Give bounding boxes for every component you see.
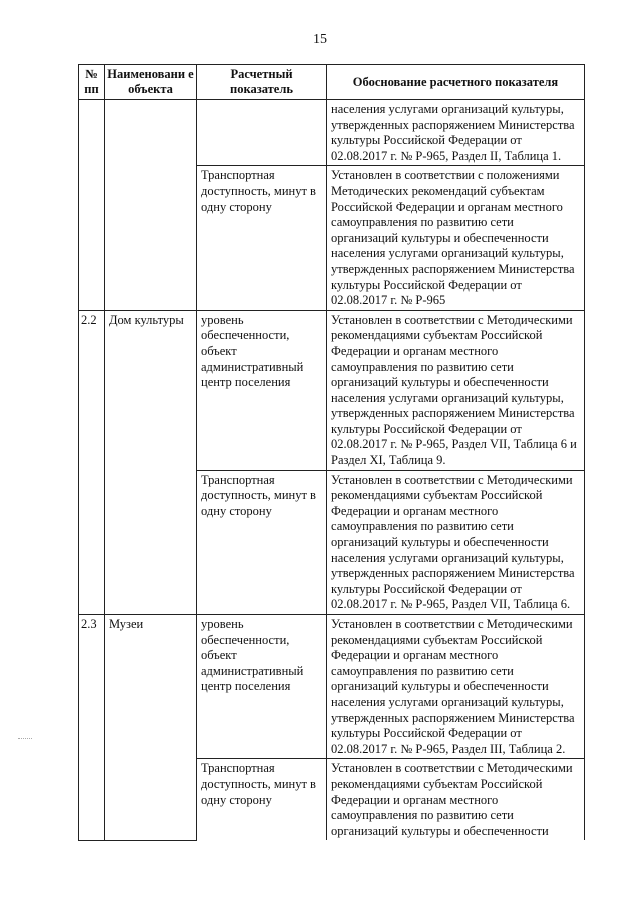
indicator-cell: Транспортная доступность, минут в одну сторону: [197, 166, 327, 310]
header-indicator: Расчетный показатель: [197, 65, 327, 100]
indicator-cell: Транспортная доступность, минут в одну сторону: [197, 759, 327, 840]
basis-text: Установлен в соответствии с Методическими рекомендациями субъектам Российской Федерации и органам местного самоуправления по развитию сети организаций культуры и обеспеченности: [331, 761, 573, 838]
row-number-cell: 2.2: [79, 310, 105, 614]
table-row: [79, 615, 585, 759]
basis-cell: [327, 166, 585, 310]
basis-text: населения услугами организаций культуры, утвержденных распоряжением Министерства культуры Российской Федерации от 02.08.2017 г. № Р-965, Раздел II, Таблица 1.: [331, 102, 575, 163]
row-number-cell: 2.3: [79, 615, 105, 841]
header-row: [79, 65, 585, 100]
indicator-cell: [197, 100, 327, 166]
row-number-cell: [79, 100, 105, 311]
basis-text: Установлен в соответствии с Методическими рекомендациями субъектам Российской Федерации и органам местного самоуправления по развитию сети организаций культуры и обеспеченности населения услугами организаций культуры, утвержденных распоряжением Министерства культуры Российской Федерации от 02.08.2017 г. № Р-965, Раздел VII, Таблица 6 и Раздел XI, Таблица 9.: [331, 312, 577, 468]
header-basis: Обоснование расчетного показателя: [327, 65, 585, 100]
basis-cell: [327, 470, 585, 614]
page-number: 15: [313, 32, 327, 47]
object-name-cell: [105, 100, 197, 311]
object-name-cell: Дом культуры: [105, 310, 197, 614]
basis-text: Установлен в соответствии с Методическими рекомендациями субъектам Российской Федерации и органам местного самоуправления по развитию сети организаций культуры и обеспеченности населения услугами организаций культуры, утвержденных распоряжением Министерства культуры Российской Федерации от 02.08.2017 г. № Р-965, Раздел III, Таблица 2.: [331, 617, 575, 756]
basis-cell: [327, 759, 585, 840]
scan-margin-mark: [18, 738, 32, 743]
indicator-cell: уровень обеспеченности, объект административный центр поселения: [197, 615, 327, 759]
basis-cell: [327, 310, 585, 470]
object-name-cell: Музеи: [105, 615, 197, 841]
header-number: № пп: [79, 65, 105, 100]
table-row: [79, 310, 585, 470]
header-object-name: Наименовани е объекта: [105, 65, 197, 100]
indicators-table: [78, 64, 585, 841]
table-row: [79, 100, 585, 166]
basis-cell: [327, 100, 585, 166]
table-header: [79, 65, 585, 100]
indicator-cell: уровень обеспеченности, объект административный центр поселения: [197, 310, 327, 470]
indicator-cell: Транспортная доступность, минут в одну сторону: [197, 470, 327, 614]
table-body: [79, 100, 585, 841]
basis-text: Установлен в соответствии с положениями Методических рекомендаций субъектам Российской Федерации и органам местного самоуправления по развитию сети организаций культуры и обеспеченности населения услугами организаций культуры, утвержденных распоряжением Министерства культуры Российской Федерации от 02.08.2017 г. № Р-965: [331, 168, 575, 308]
basis-cell: [327, 615, 585, 759]
basis-text: Установлен в соответствии с Методическими рекомендациями субъектам Российской Федерации и органам местного самоуправления по развитию сети организаций культуры и обеспеченности населения услугами организаций культуры, утвержденных распоряжением Министерства культуры Российской Федерации от 02.08.2017 г. № Р-965, Раздел VII, Таблица 6.: [331, 472, 575, 612]
